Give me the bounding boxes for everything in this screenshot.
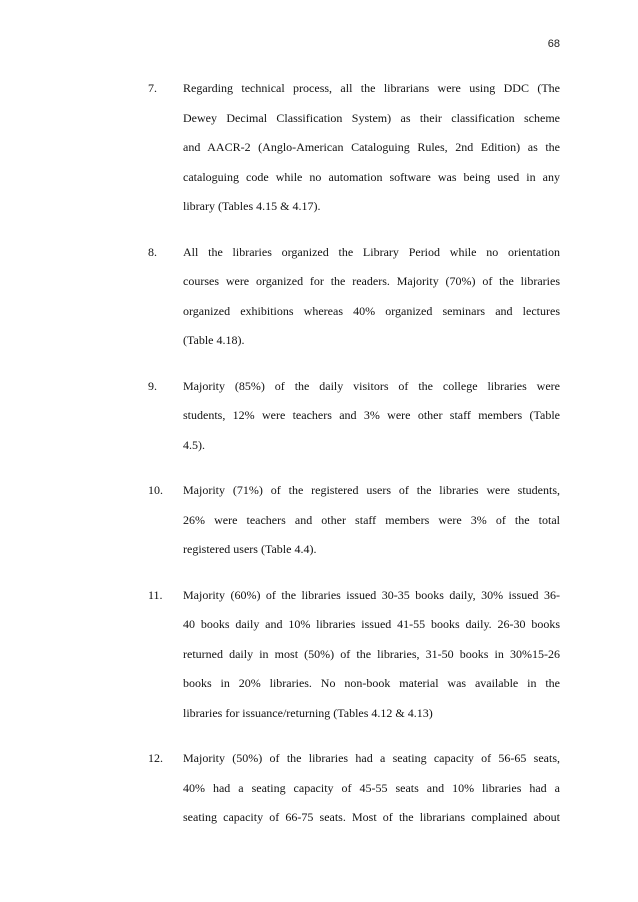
item-number: 7.: [148, 81, 157, 95]
text-line: registered users (Table 4.4).: [183, 542, 317, 556]
text-line: (Table 4.18).: [183, 333, 245, 347]
item-text: [183, 581, 560, 729]
text-line: All the libraries organized the Library Period while no orientation: [183, 244, 560, 259]
text-line: Majority (85%) of the daily visitors of the college libraries were: [183, 378, 560, 393]
text-line: courses were organized for the readers. Majority (70%) of the libraries: [183, 274, 560, 288]
text-line: 40% had a seating capacity of 45-55 seats and 10% libraries had a: [183, 780, 560, 795]
list-item: [148, 372, 560, 461]
text-line: Dewey Decimal Classification System) as their classification scheme: [183, 110, 560, 125]
item-text: [183, 476, 560, 565]
text-line: organized exhibitions whereas 40% organized seminars and lectures: [183, 303, 560, 318]
text-line: cataloguing code while no automation software was being used in any: [183, 169, 560, 184]
findings-list: [148, 74, 560, 849]
text-line: 40 books daily and 10% libraries issued 41-55 books daily. 26-30 books: [183, 617, 560, 631]
item-number: 12.: [148, 751, 163, 765]
text-line: Majority (50%) of the libraries had a seating capacity of 56-65 seats,: [183, 751, 560, 765]
item-number: 10.: [148, 483, 163, 497]
text-line: seating capacity of 66-75 seats. Most of the librarians complained about: [183, 810, 560, 824]
item-text: [183, 238, 560, 356]
item-text: [183, 744, 560, 833]
text-line: books in 20% libraries. No non-book material was available in the: [183, 676, 560, 690]
item-text: [183, 372, 560, 461]
list-item: [148, 744, 560, 833]
item-number: 11.: [148, 587, 163, 602]
page-number: 68: [547, 38, 560, 50]
text-line: libraries for issuance/returning (Tables 4.12 & 4.13): [183, 705, 433, 720]
list-item: [148, 581, 560, 729]
text-line: 4.5).: [183, 437, 205, 452]
text-line: 26% were teachers and other staff members were 3% of the total: [183, 512, 560, 527]
list-item: [148, 476, 560, 565]
item-number: 9.: [148, 378, 157, 393]
text-line: students, 12% were teachers and 3% were other staff members (Table: [183, 408, 560, 422]
text-line: and AACR-2 (Anglo-American Cataloguing Rules, 2nd Edition) as the: [183, 140, 560, 154]
text-line: Regarding technical process, all the librarians were using DDC (The: [183, 81, 560, 95]
text-line: Majority (60%) of the libraries issued 30-35 books daily, 30% issued 36-: [183, 587, 560, 602]
text-line: Majority (71%) of the registered users of the libraries were students,: [183, 483, 560, 497]
list-item: [148, 74, 560, 222]
item-number: 8.: [148, 244, 157, 259]
item-text: [183, 74, 560, 222]
text-line: library (Tables 4.15 & 4.17).: [183, 199, 321, 213]
list-item: [148, 238, 560, 356]
text-line: returned daily in most (50%) of the libraries, 31-50 books in 30%15-26: [183, 646, 560, 661]
